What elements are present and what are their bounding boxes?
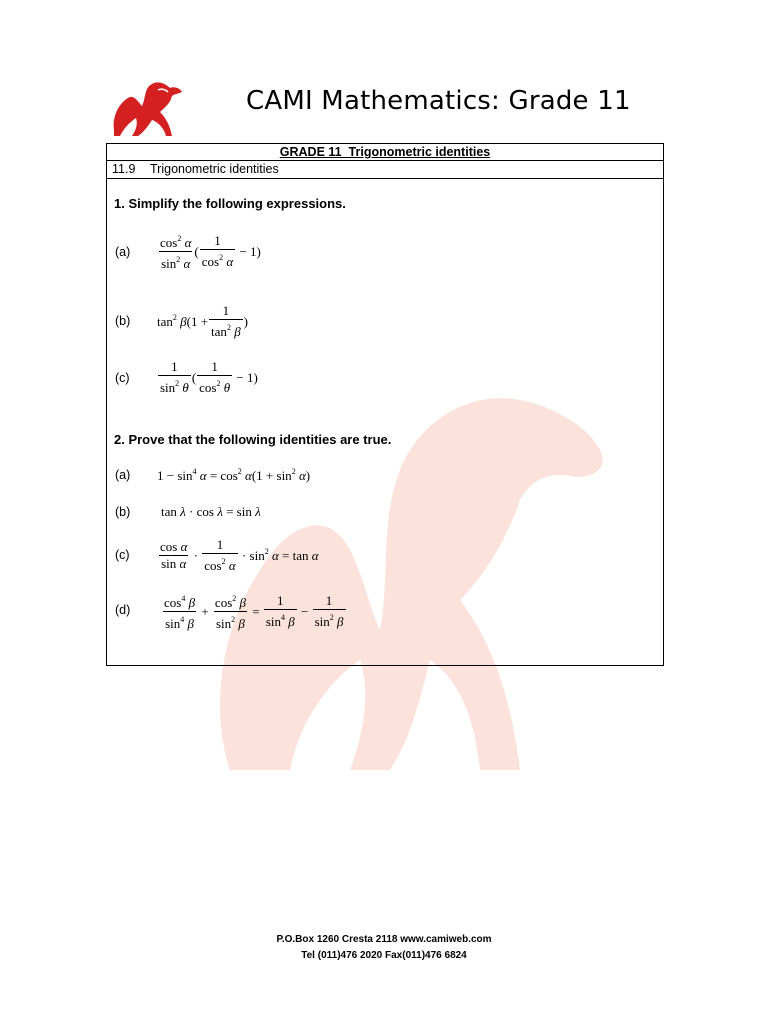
question-2-heading: 2. Prove that the following identities are true. xyxy=(114,432,392,447)
sheet-heading: GRADE 11_Trigonometric identities xyxy=(107,144,663,161)
subsection-title: Trigonometric identities xyxy=(150,162,279,176)
subsection-number: 11.9 xyxy=(112,162,136,176)
q2-item-b-expression: tan λ · cos λ = sin λ xyxy=(161,504,261,519)
q2-item-a-label: (a) xyxy=(115,468,131,482)
q2-item-b-label: (b) xyxy=(115,505,131,519)
q1-item-b-label: (b) xyxy=(115,314,131,328)
q1-item-b-expression: $\tan^2 \beta(1$ + $\frac{1}{\tan^2 \beta}$ ) xyxy=(157,303,249,339)
question-1-heading: 1. Simplify the following expressions. xyxy=(114,196,346,211)
worksheet xyxy=(106,143,664,666)
q1-item-c-label: (c) xyxy=(115,371,130,385)
q1-item-a-expression: $\frac{\cos^2 \alpha}{\sin^2 \alpha}$ ( $\frac{1}{\cos^2 \alpha}$ − 1) xyxy=(160,233,261,271)
footer-contact: Tel (011)476 2020 Fax(011)476 6824 xyxy=(301,950,467,961)
q2-item-c-label: (c) xyxy=(115,548,130,562)
camel-logo xyxy=(108,78,190,140)
q2-item-d-label: (d) xyxy=(115,603,131,617)
q1-item-c-expression: $\frac{1}{\sin^2 \theta}$ ( $\frac{1}{\cos^2 \theta}$ − 1) xyxy=(160,359,258,395)
q2-item-d-expression: $\frac{\cos^4 \beta}{\sin^4 \beta}$ + $\frac{\cos^2 \beta}{\sin^2 \beta}$ = $\frac{1}{\sin^4 \beta}$ − $\frac{1}{\sin^2 \beta}$ xyxy=(164,593,344,631)
q1-item-a-label: (a) xyxy=(115,245,131,259)
footer-address: P.O.Box 1260 Cresta 2118 www.camiweb.com xyxy=(276,934,492,945)
q2-item-c-expression: $\frac{\text{cos α}}{\text{sin α}}$ · $\frac{1}{\cos^2 \alpha}$ · $\sin^2 \alpha = \tan \alpha$ xyxy=(160,537,319,573)
app-title: CAMI Mathematics: Grade 11 xyxy=(246,86,631,116)
subsection-row xyxy=(107,161,663,179)
q2-item-a-expression: $1 - \sin^4 \alpha = \cos^2 \alpha(1 + \sin^2 \alpha)$ xyxy=(157,467,311,483)
